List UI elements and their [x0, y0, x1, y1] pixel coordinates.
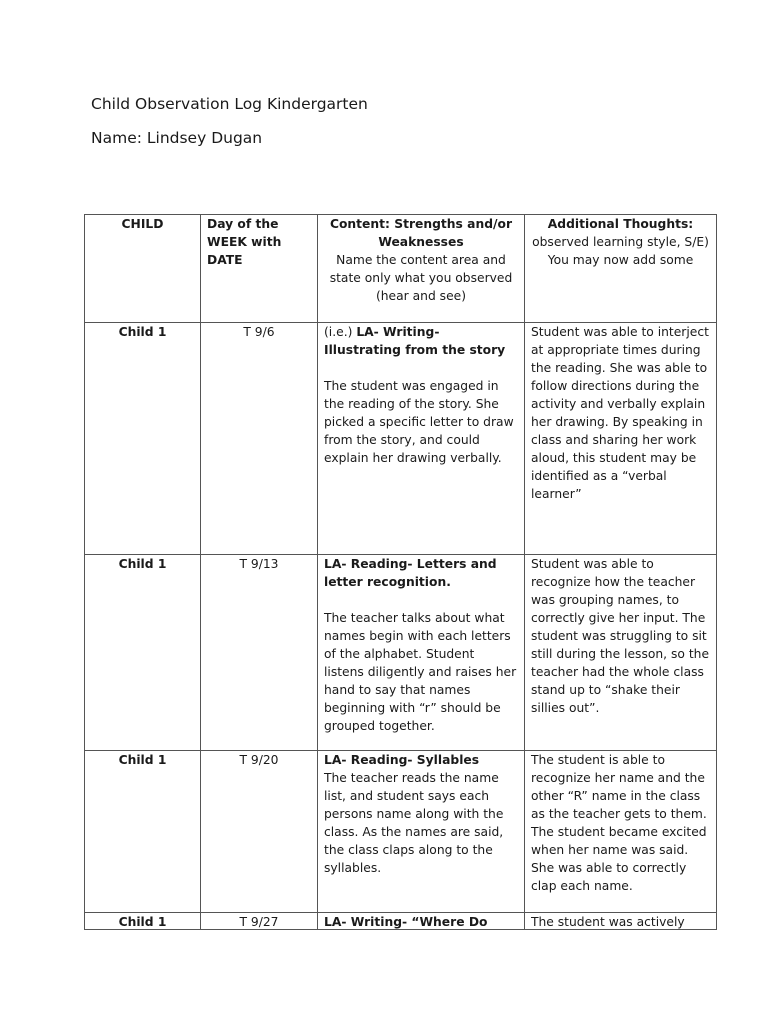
date-cell: T 9/13	[201, 555, 318, 751]
header-content	[318, 215, 525, 323]
content-body: The teacher talks about what names begin with each letters of the alphabet. Student listens diligently and raises her hand to say that names beginning with “r” should be grouped together.	[324, 611, 517, 733]
table-row	[85, 913, 717, 930]
date-cell: T 9/20	[201, 751, 318, 913]
thoughts-cell: The student is able to recognize her name and the other “R” name in the class as the teacher gets to them. The student became excited when her name was said. She was able to correctly clap each name.	[525, 751, 717, 913]
child-cell: Child 1	[85, 913, 201, 930]
content-heading: LA- Writing- “Where Do	[324, 915, 488, 929]
content-cell	[318, 751, 525, 913]
content-body: The teacher reads the name list, and student says each persons name along with the class. As the names are said, the class claps along to the syllables.	[324, 771, 504, 875]
content-heading: LA- Reading- Syllables	[324, 753, 480, 767]
header-thoughts	[525, 215, 717, 323]
thoughts-cell: Student was able to recognize how the teacher was grouping names, to correctly give her input. The student was struggling to sit still during the lesson, so the teacher had the whole class stand up to “shake their sillies out”.	[525, 555, 717, 751]
table-row	[85, 751, 717, 913]
content-heading: (i.e.) LA- Writing- Illustrating from the story	[324, 325, 506, 357]
table-row	[85, 323, 717, 555]
observation-log-table	[84, 214, 717, 930]
thoughts-cell: Student was able to interject at appropriate times during the reading. She was able to follow directions during the activity and verbally explain her drawing. By speaking in class and sharing her work aloud, this student may be identified as a “verbal learner”	[525, 323, 717, 555]
document-title: Child Observation Log Kindergarten	[91, 95, 368, 113]
table-row	[85, 555, 717, 751]
content-heading: LA- Reading- Letters and letter recognition.	[324, 557, 497, 589]
header-thoughts-subtitle: observed learning style, S/E) You may now add some	[532, 235, 709, 267]
header-content-title: Content: Strengths and/or Weaknesses	[329, 217, 513, 249]
date-cell: T 9/6	[201, 323, 318, 555]
header-child: CHILD	[85, 215, 201, 323]
child-cell: Child 1	[85, 323, 201, 555]
observer-name: Name: Lindsey Dugan	[91, 129, 263, 147]
content-cell	[318, 323, 525, 555]
header-thoughts-title: Additional Thoughts:	[547, 217, 694, 231]
content-cell	[318, 913, 525, 930]
child-cell: Child 1	[85, 751, 201, 913]
content-body: The student was engaged in the reading of the story. She picked a specific letter to draw from the story, and could explain her drawing verbally.	[324, 379, 514, 465]
date-cell: T 9/27	[201, 913, 318, 930]
table-header-row	[85, 215, 717, 323]
header-day: Day of the WEEK with DATE	[201, 215, 318, 323]
content-cell	[318, 555, 525, 751]
header-content-subtitle: Name the content area and state only what you observed (hear and see)	[329, 253, 513, 303]
child-cell: Child 1	[85, 555, 201, 751]
thoughts-cell: The student was actively	[525, 913, 717, 930]
